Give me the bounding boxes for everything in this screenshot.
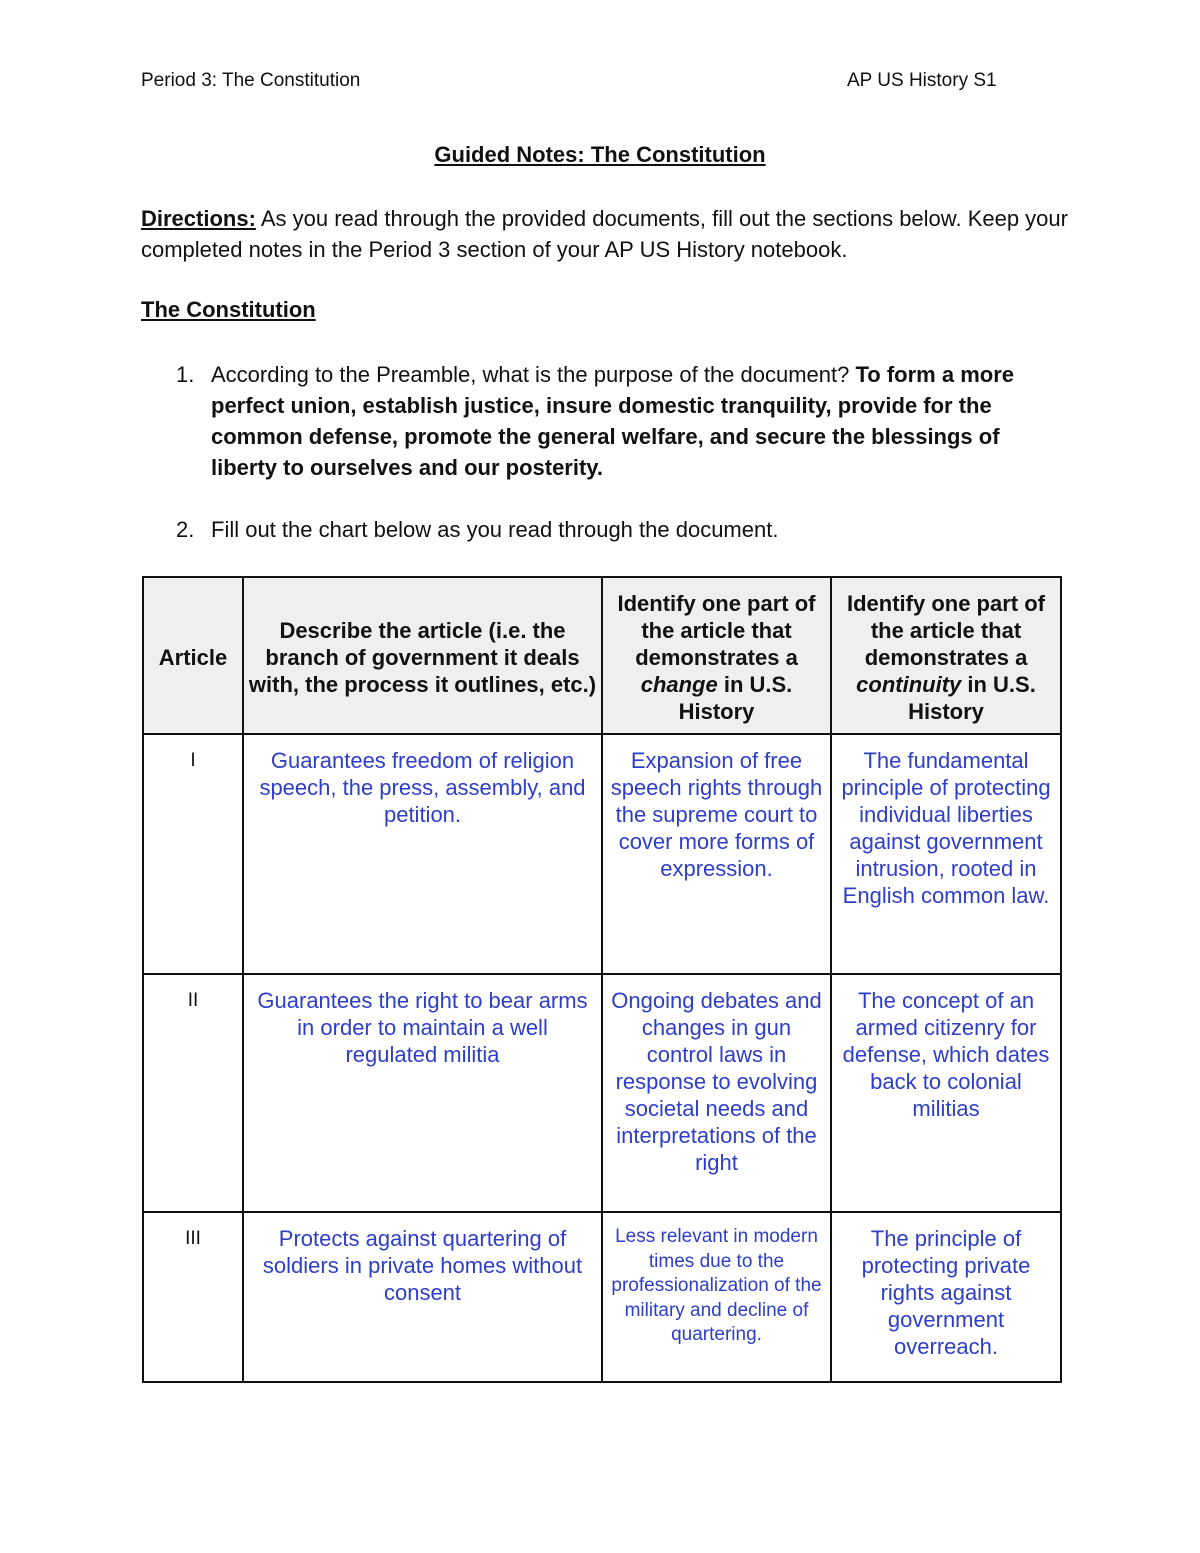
table-header-row bbox=[143, 577, 1061, 734]
change-emphasis: change bbox=[640, 672, 718, 697]
question-prompt: Fill out the chart below as you read through the document. bbox=[211, 517, 779, 542]
cell-continuity: The fundamental principle of protecting individual liberties against government intrusion, rooted in English common law. bbox=[831, 734, 1061, 974]
article-chart bbox=[142, 576, 1062, 1383]
cell-change: Less relevant in modern times due to the professionalization of the military and decline of quartering. bbox=[602, 1212, 831, 1382]
directions-text: As you read through the provided documents, fill out the sections below. Keep your completed notes in the Period 3 section of your AP US History notebook. bbox=[141, 206, 1068, 262]
page-header-left: Period 3: The Constitution bbox=[141, 70, 361, 91]
question-2 bbox=[141, 514, 1041, 545]
cell-continuity: The principle of protecting private rights against government overreach. bbox=[831, 1212, 1061, 1382]
header-article: Article bbox=[143, 577, 243, 734]
question-answer: To form a more perfect union, establish justice, insure domestic tranquility, provide for the common defense, promote the general welfare, and secure the blessings of liberty to ourselves and our posterity. bbox=[211, 362, 1015, 480]
header-describe: Describe the article (i.e. the branch of government it deals with, the process it outlines, etc.) bbox=[243, 577, 602, 734]
cell-continuity: The concept of an armed citizenry for defense, which dates back to colonial militias bbox=[831, 974, 1061, 1212]
header-change: Identify one part of the article that demonstrates a change in U.S. History bbox=[602, 577, 831, 734]
table-row bbox=[143, 1212, 1061, 1382]
cell-describe: Guarantees freedom of religion speech, the press, assembly, and petition. bbox=[243, 734, 602, 974]
directions bbox=[141, 203, 1071, 265]
continuity-emphasis: continuity bbox=[856, 672, 962, 697]
cell-article: I bbox=[143, 734, 243, 974]
cell-change: Ongoing debates and changes in gun control laws in response to evolving societal needs and interpretations of the right bbox=[602, 974, 831, 1212]
section-title: The Constitution bbox=[141, 297, 316, 322]
table-row bbox=[143, 734, 1061, 974]
page-header-right: AP US History S1 bbox=[847, 70, 997, 91]
question-prompt: According to the Preamble, what is the purpose of the document? bbox=[211, 362, 856, 387]
question-number: 2. bbox=[176, 517, 195, 542]
cell-describe: Guarantees the right to bear arms in order to maintain a well regulated militia bbox=[243, 974, 602, 1212]
directions-label: Directions: bbox=[141, 206, 256, 231]
table-row bbox=[143, 974, 1061, 1212]
header-continuity: Identify one part of the article that demonstrates a continuity in U.S. History bbox=[831, 577, 1061, 734]
cell-article: II bbox=[143, 974, 243, 1212]
question-1 bbox=[141, 359, 1041, 483]
cell-describe: Protects against quartering of soldiers in private homes without consent bbox=[243, 1212, 602, 1382]
cell-article: III bbox=[143, 1212, 243, 1382]
document-title: Guided Notes: The Constitution bbox=[434, 142, 766, 167]
question-number: 1. bbox=[176, 362, 195, 387]
cell-change: Expansion of free speech rights through the supreme court to cover more forms of expression. bbox=[602, 734, 831, 974]
